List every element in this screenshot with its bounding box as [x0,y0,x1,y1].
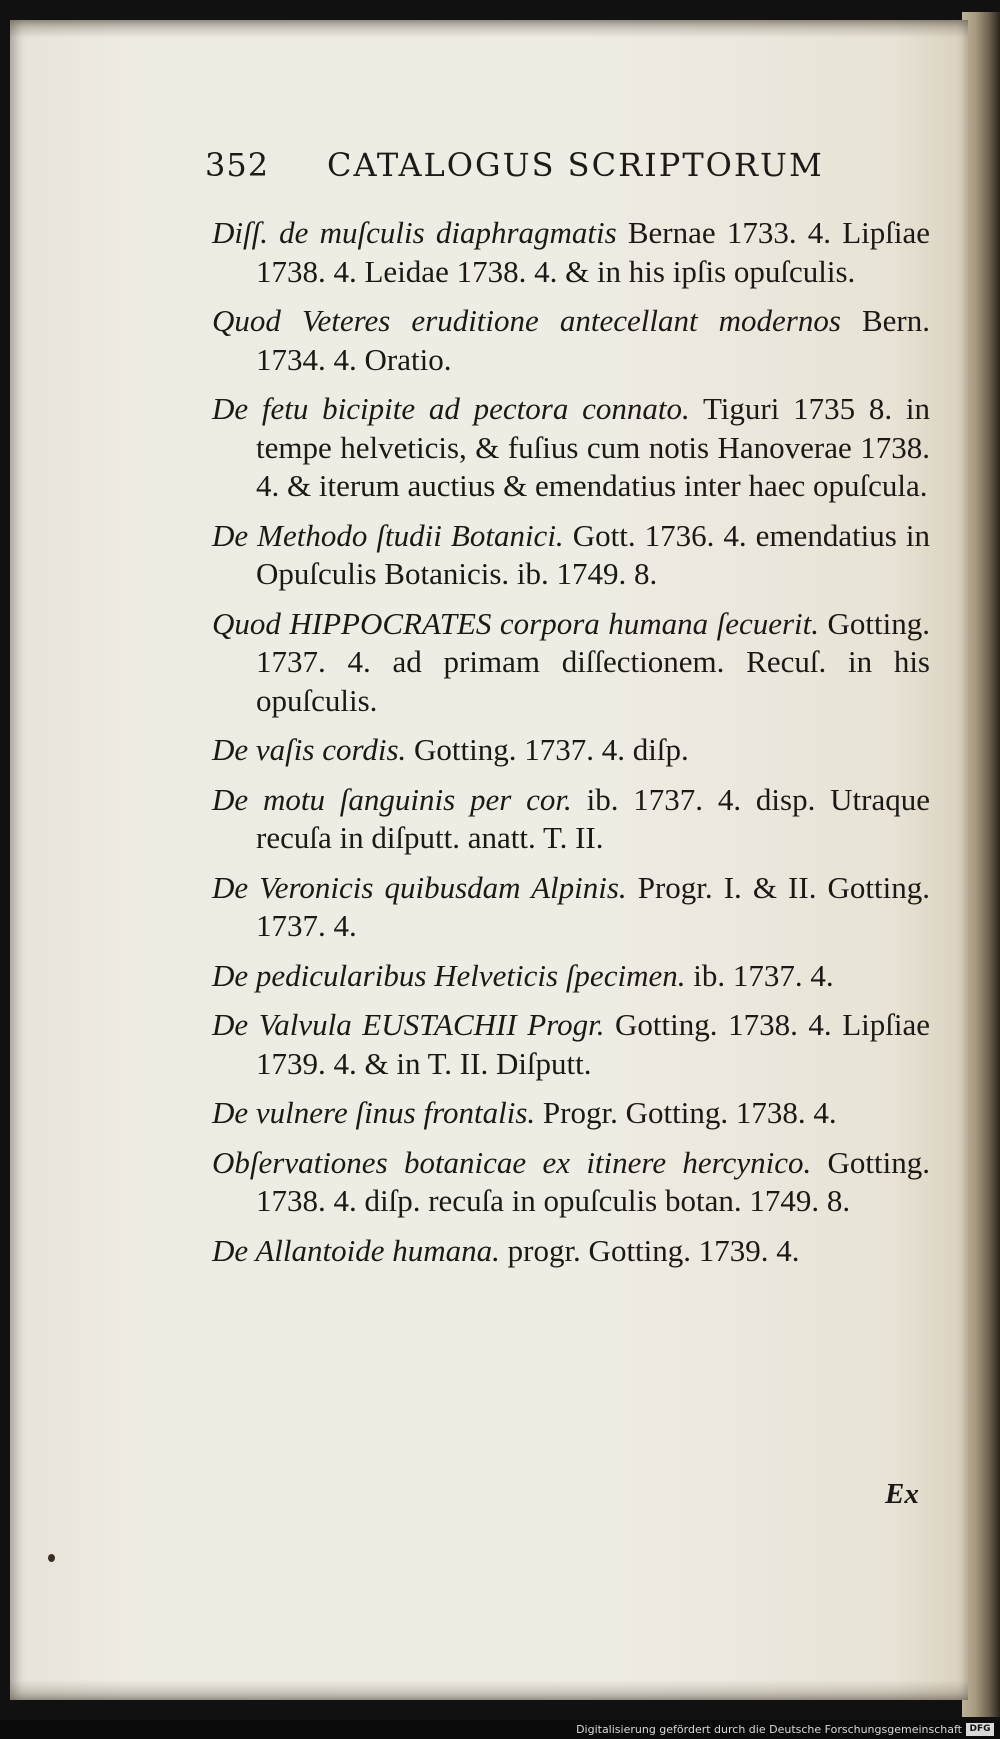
page-top-shadow [10,20,968,38]
entry-title: De Methodo ſtudii Botanici. [212,517,564,553]
entry-details: progr. Gotting. 1739. 4. [499,1232,800,1268]
entry-details: Bernae 1733. 4. Lipſiae 1738. 4. Leidae 1738. 4. & in his ipſis opuſculis. [256,215,930,289]
running-head [205,146,925,186]
entry-title: Quod Veteres eruditione antecellant modernos [212,303,841,338]
running-title: CATALOGUS SCRIPTORUM [327,146,824,184]
catalogue-entry [212,869,930,946]
entry-details: Gotting. 1737. 4. ad primam diſſectionem. Recuſ. in his opuſculis. [256,605,930,718]
entry-details: Gotting. 1737. 4. diſp. [406,732,689,767]
catalogue-entry [212,1232,930,1271]
entry-title: De pedicularibus Helveticis ſpecimen. [212,957,686,993]
entry-title: Quod HIPPOCRATES corpora humana ſecuerit. [212,605,820,641]
catalogue-entry [212,1006,930,1083]
entry-details: Bern. 1734. 4. Oratio. [256,303,930,377]
entry-details: Progr. Gotting. 1738. 4. [535,1095,837,1130]
entry-details: Gotting. 1738. 4. Lipſiae 1739. 4. & in T. II. Diſputt. [256,1007,930,1081]
catalogue-entries [212,214,930,1281]
entry-title: De motu ſanguinis per cor. [212,781,572,817]
entry-title: De Valvula EUSTACHII Progr. [212,1007,605,1042]
entry-details: Progr. I. & II. Gotting. 1737. 4. [256,869,930,943]
catalogue-entry [212,731,930,770]
entry-details: Gotting. 1738. 4. diſp. recuſa in opuſculis botan. 1749. 8. [256,1144,930,1218]
entry-details: ib. 1737. 4. disp. Utraque recuſa in diſputt. anatt. T. II. [256,781,930,855]
catalogue-entry [212,517,930,594]
entry-title: De Allantoide humana. [212,1232,500,1268]
entry-details: ib. 1737. 4. [685,957,834,993]
funding-credit: Digitalisierung gefördert durch die Deutsche Forschungsgemeinschaft [576,1723,962,1736]
catalogue-entry [212,302,930,379]
entry-title: De Veronicis quibusdam Alpinis. [212,869,627,905]
catalogue-entry [212,957,930,996]
entry-title: Obſervationes botanicae ex itinere hercynico. [212,1144,812,1180]
page-bottom-shadow [10,1680,968,1700]
entry-details: Tiguri 1735 8. in tempe helveticis, & fuſius cum notis Hanoverae 1738. 4. & iterum auctius & emendatius inter haec opuſcula. [256,391,931,503]
catalogue-entry [212,1094,930,1133]
dfg-logo: DFG [966,1723,994,1736]
catalogue-entry [212,605,930,721]
digitisation-footer [0,1720,1000,1739]
page-number: 352 [205,146,270,184]
entry-title: De vulnere ſinus frontalis. [212,1095,536,1130]
catalogue-entry [212,781,930,858]
ink-spot [48,1554,55,1562]
entry-title: De fetu bicipite ad pectora connato. [212,391,690,426]
entry-title: Diſſ. de muſculis diaphragmatis [212,215,617,250]
catalogue-entry [212,1144,930,1221]
entry-title: De vaſis cordis. [212,732,407,767]
catalogue-entry [212,214,930,291]
catalogue-entry [212,390,930,506]
entry-details: Gott. 1736. 4. emendatius in Opuſculis Botanicis. ib. 1749. 8. [256,517,931,591]
catchword: Ex [885,1478,919,1510]
